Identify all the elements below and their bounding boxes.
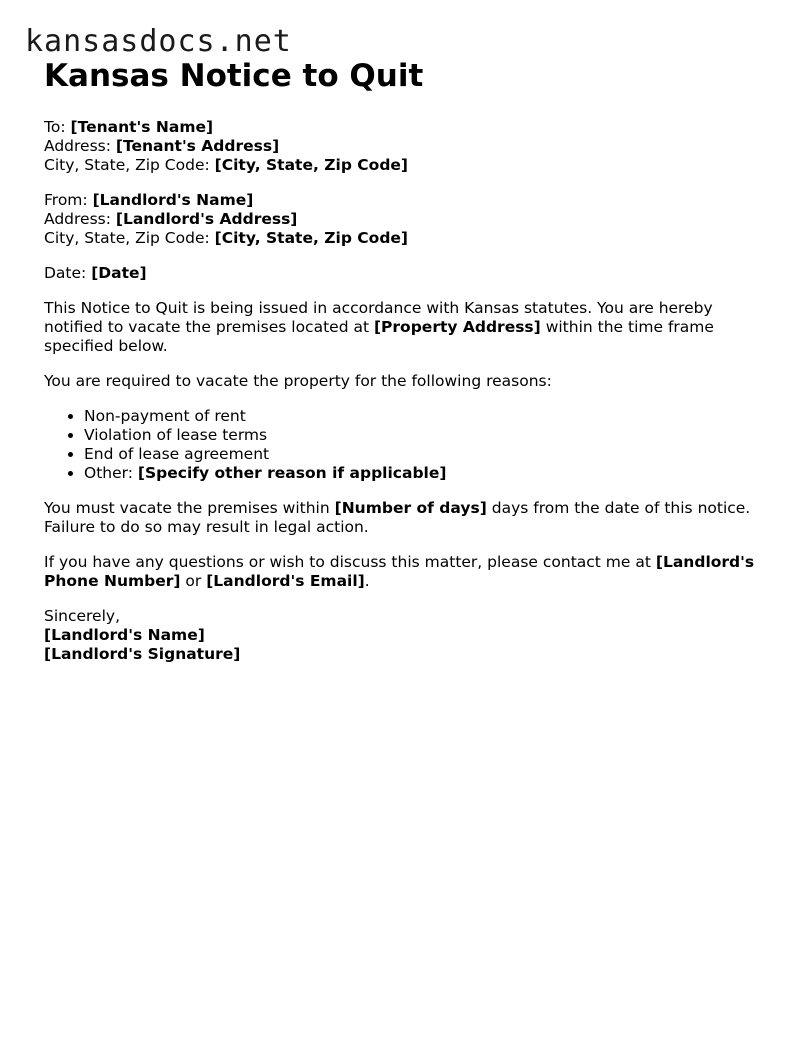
contact-or: or — [185, 572, 202, 590]
recipient-name-line — [44, 118, 772, 137]
recipient-block — [44, 118, 772, 175]
sender-address-line — [44, 210, 772, 229]
tenant-csz-field: [City, State, Zip Code] — [214, 156, 409, 174]
landlord-phone-field: [Landlord's Phone Number] — [44, 553, 755, 590]
closing-signature-field: [Landlord's Signature] — [44, 645, 241, 663]
property-address-field: [Property Address] — [373, 318, 541, 336]
landlord-csz-field: [City, State, Zip Code] — [214, 229, 409, 247]
intro-text-before: This Notice to Quit is being issued in accordance with Kansas statutes. You are hereby notified to vacate the premises located at — [44, 299, 713, 336]
deadline-text-after: days from the date of this notice. Failure to do so may result in legal action. — [44, 499, 751, 536]
site-watermark: kansasdocs.net — [25, 24, 292, 59]
number-of-days-field: [Number of days] — [334, 499, 487, 517]
address-label: Address: — [44, 137, 111, 155]
date-field: [Date] — [91, 264, 147, 282]
intro-text-after: within the time frame specified below. — [44, 318, 714, 355]
address-label: Address: — [44, 210, 111, 228]
csz-label: City, State, Zip Code: — [44, 229, 210, 247]
salutation: Sincerely, — [44, 607, 121, 625]
date-block — [44, 264, 772, 283]
date-line — [44, 264, 772, 283]
landlord-name-field: [Landlord's Name] — [92, 191, 254, 209]
contact-paragraph — [44, 553, 772, 591]
to-label: To: — [44, 118, 66, 136]
list-item: • End of lease agreement — [84, 445, 772, 464]
sender-csz-line — [44, 229, 772, 248]
closing-block — [44, 607, 772, 664]
list-item: • Non-payment of rent — [84, 407, 772, 426]
reasons-list — [44, 407, 772, 483]
deadline-text-before: You must vacate the premises within — [44, 499, 330, 517]
notice-document — [44, 56, 772, 680]
tenant-name-field: [Tenant's Name] — [70, 118, 214, 136]
landlord-email-field: [Landlord's Email] — [206, 572, 365, 590]
deadline-paragraph — [44, 499, 772, 537]
recipient-address-line — [44, 137, 772, 156]
other-reason-field: [Specify other reason if applicable] — [137, 464, 447, 482]
intro-paragraph — [44, 299, 772, 356]
closing-name-field: [Landlord's Name] — [44, 626, 205, 644]
reasons-heading: You are required to vacate the property for the following reasons: — [44, 372, 552, 390]
contact-end: . — [364, 572, 370, 590]
list-item-other — [84, 464, 772, 483]
other-label: Other: — [84, 464, 133, 482]
date-label: Date: — [44, 264, 87, 282]
landlord-address-field: [Landlord's Address] — [115, 210, 298, 228]
recipient-csz-line — [44, 156, 772, 175]
list-item: • Violation of lease terms — [84, 426, 772, 445]
document-title: Kansas Notice to Quit — [44, 58, 424, 94]
sender-block — [44, 191, 772, 248]
tenant-address-field: [Tenant's Address] — [115, 137, 280, 155]
sender-name-line — [44, 191, 772, 210]
from-label: From: — [44, 191, 88, 209]
contact-text-before: If you have any questions or wish to discuss this matter, please contact me at — [44, 553, 651, 571]
csz-label: City, State, Zip Code: — [44, 156, 210, 174]
